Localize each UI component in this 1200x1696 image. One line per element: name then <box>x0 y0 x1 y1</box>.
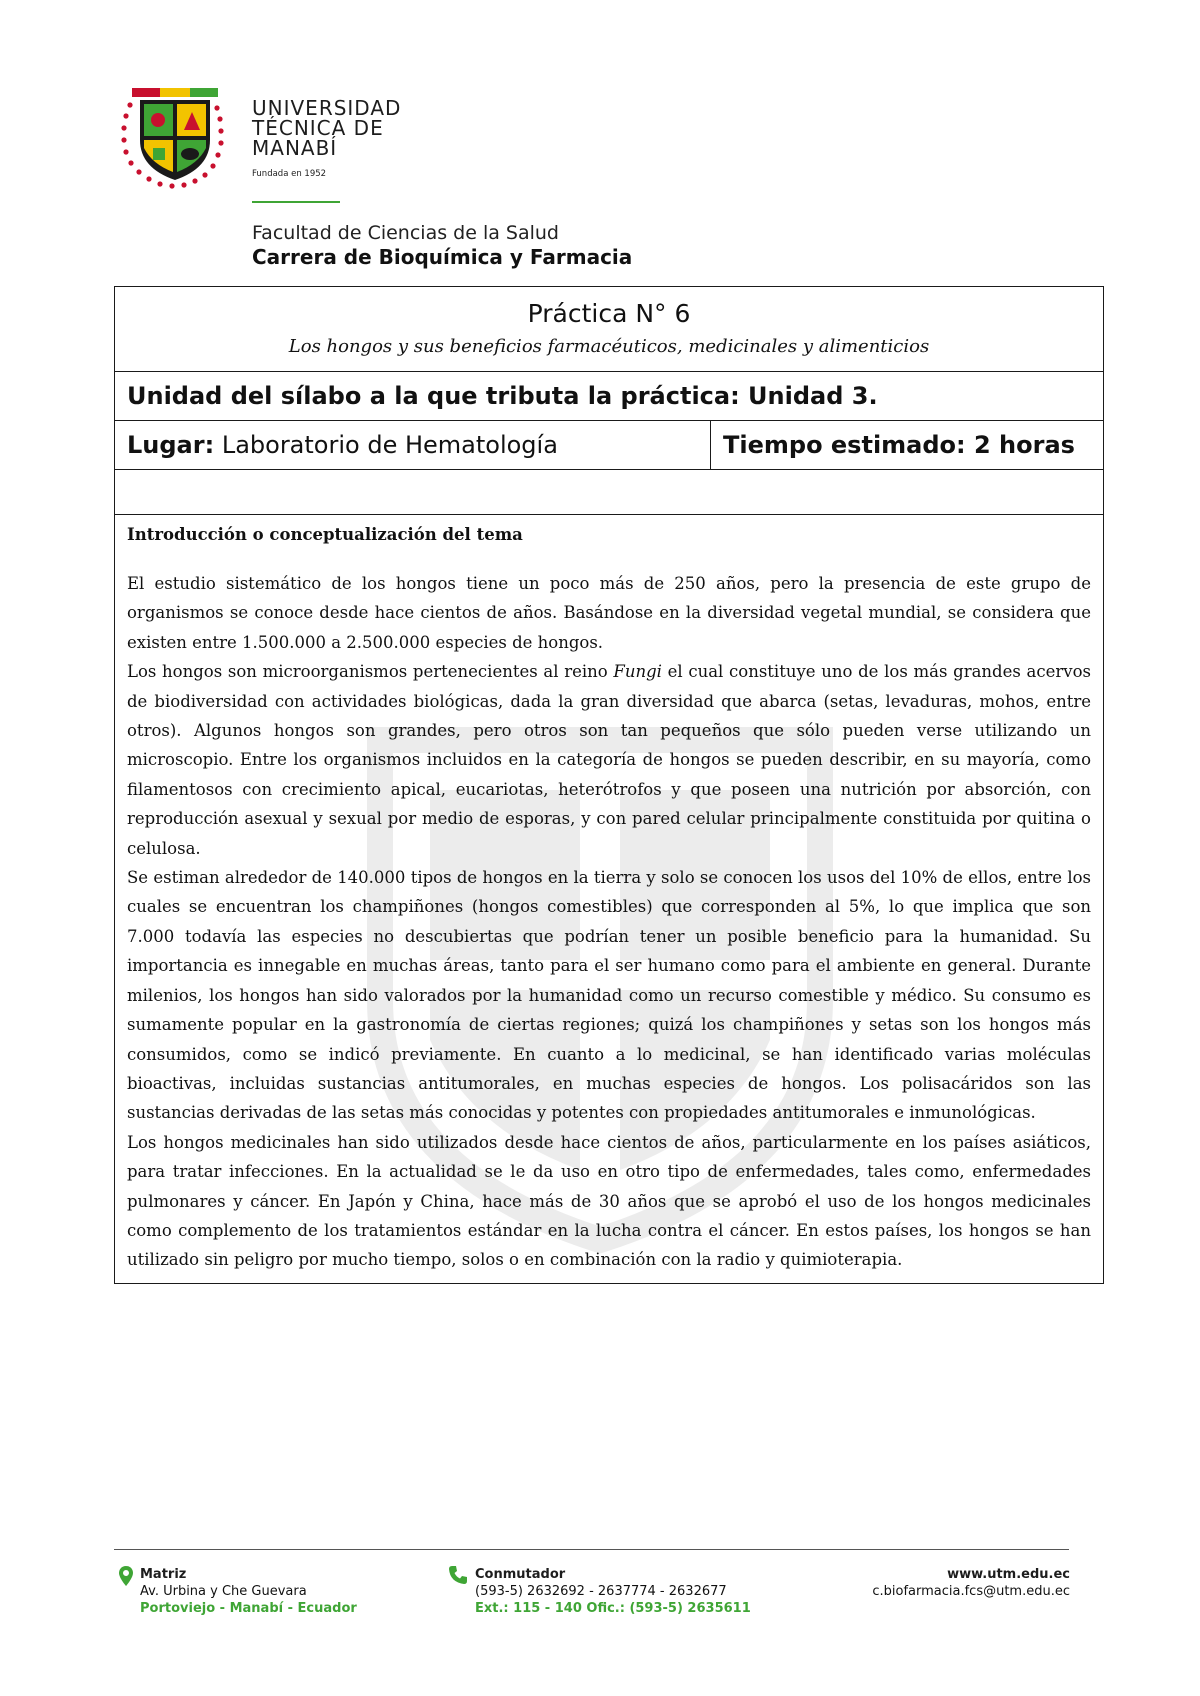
intro-text: el cual constituye uno de los más grandes acervos de biodiversidad con actividades biológicas, dada la gran diversidad que abarca (setas, levaduras, mohos, entre otros). Algunos hongos son grandes, pero otros son tan pequeños que sólo pueden verse utilizando un microscopio. Entre los organismos incluidos en la categoría de hongos se pueden describir, en su mayoría, como filamentosos con crecimiento apical, eucariotas, heterótrofos y que poseen una nutrición por absorción, con reproducción asexual y sexual por medio de esporas, y con pared celular principalmente constituida por quitina o celulosa. <box>127 662 1091 858</box>
place-cell <box>115 421 711 470</box>
intro-body <box>127 569 1091 1275</box>
title-cell <box>115 287 1104 372</box>
place-label: Lugar: <box>127 431 215 459</box>
intro-cell <box>115 515 1104 1284</box>
footer-contact <box>475 1566 751 1617</box>
email-link[interactable]: c.biofarmacia.fcs@utm.edu.ec <box>872 1584 1070 1599</box>
university-crest <box>118 86 236 190</box>
faculty-name: Facultad de Ciencias de la Salud <box>252 222 559 244</box>
founded-label: Fundada en 1952 <box>252 169 327 179</box>
syllabus-unit: Unidad del sílabo a la que tributa la práctica: Unidad 3. <box>127 382 878 410</box>
intro-paragraph: Se estiman alrededor de 140.000 tipos de hongos en la tierra y solo se conocen los usos del 10% de ellos, entre los cuales se encuentran los champiñones (hongos comestibles) que corresponden al 5%, lo que implica que son 7.000 todavía las especies no descubiertas que podrían tener un posible beneficio para la humanidad. Su importancia es innegable en muchas áreas, tanto para el ser humano como para el ambiente en general. Durante milenios, los hongos han sido valorados por la humanidad como un recurso comestible y médico. Su consumo es sumamente popular en la gastronomía de ciertas regiones; quizá los champiñones y setas son los hongos más consumidos, como se indicó previamente. En cuanto a lo medicinal, se han identificado varias moléculas bioactivas, incluidas sustancias antitumorales, en muchas especies de hongos. Los polisacáridos son las sustancias derivadas de las setas más conocidas y potentes con propiedades antitumorales e inmunológicas. <box>127 868 1091 1123</box>
unit-cell <box>115 372 1104 421</box>
practice-table <box>114 286 1104 1284</box>
fungi-italic: Fungi <box>613 662 662 682</box>
address-line: Av. Urbina y Che Guevara <box>140 1584 307 1599</box>
time-cell <box>711 421 1104 470</box>
location-pin-icon <box>118 1565 134 1587</box>
footer-rule <box>114 1549 1069 1550</box>
footer-address <box>140 1566 357 1617</box>
switchboard-label: Conmutador <box>475 1567 566 1582</box>
city-line: Portoviejo - Manabí - Ecuador <box>140 1601 357 1616</box>
website-link[interactable]: www.utm.edu.ec <box>947 1567 1070 1582</box>
place-value: Laboratorio de Hematología <box>214 431 558 459</box>
header-green-rule <box>252 201 340 203</box>
intro-heading: Introducción o conceptualización del tema <box>127 525 523 544</box>
intro-paragraph: El estudio sistemático de los hongos tiene un poco más de 250 años, pero la presencia de este grupo de organismos se conoce desde hace cientos de años. Basándose en la diversidad vegetal mundial, se considera que existen entre 1.500.000 a 2.500.000 especies de hongos. <box>127 574 1091 652</box>
university-name-line1: UNIVERSIDAD <box>252 96 402 120</box>
intro-text: Los hongos son microorganismos pertenecientes al reino <box>127 662 614 682</box>
university-name-line2: TÉCNICA DE <box>252 116 384 140</box>
practice-subtitle: Los hongos y sus beneficios farmacéuticos, medicinales y alimenticios <box>288 336 930 357</box>
intro-paragraph: Los hongos medicinales han sido utilizados desde hace cientos de años, particularmente en los países asiáticos, para tratar infecciones. En la actualidad se le da uso en otro tipo de enfermedades, tales como, enfermedades pulmonares y cáncer. En Japón y China, hace más de 30 años que se aprobó el uso de los hongos medicinales como complemento de los tratamientos estándar en la lucha contra el cáncer. En estos países, los hongos se han utilizado sin peligro por mucho tiempo, solos o en combinación con la radio y quimioterapia. <box>127 1132 1091 1270</box>
career-name: Carrera de Bioquímica y Farmacia <box>252 245 633 269</box>
university-name <box>252 98 401 158</box>
estimated-time: Tiempo estimado: 2 horas <box>723 431 1075 459</box>
university-name-line3: MANABÍ <box>252 136 338 160</box>
empty-row <box>115 470 1104 515</box>
phone-icon <box>448 1565 468 1585</box>
intro-paragraph <box>127 657 1091 863</box>
practice-title: Práctica N° 6 <box>527 299 691 328</box>
footer-web <box>800 1566 1070 1600</box>
matriz-label: Matriz <box>140 1567 187 1582</box>
extensions-line: Ext.: 115 - 140 Ofic.: (593-5) 2635611 <box>475 1601 751 1616</box>
phones-line: (593-5) 2632692 - 2637774 - 2632677 <box>475 1584 727 1599</box>
